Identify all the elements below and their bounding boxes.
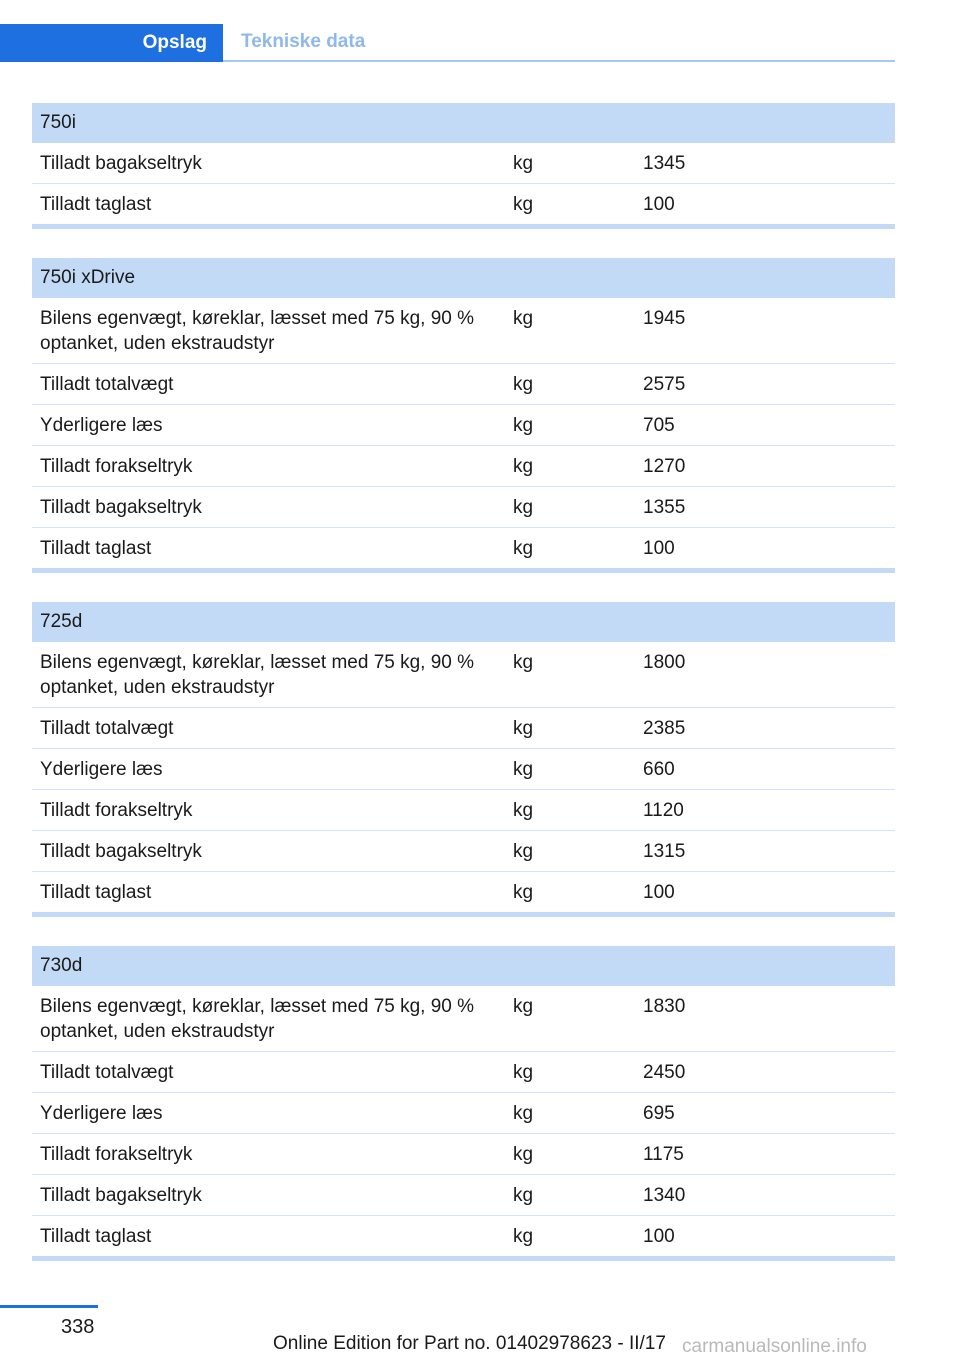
spec-section — [32, 258, 895, 573]
section-title: 750i xDrive — [32, 258, 895, 298]
table-row — [32, 872, 895, 917]
watermark-text: carmanualsonline.info — [682, 1336, 867, 1357]
table-row — [32, 986, 895, 1052]
edition-text: Online Edition for Part no. 01402978623 - II/17 — [273, 1333, 666, 1354]
tab-opslag-label: Opslag — [142, 32, 207, 53]
row-value: 1800 — [643, 652, 686, 673]
spec-section — [32, 602, 895, 917]
row-value: 100 — [643, 538, 675, 559]
row-unit: kg — [513, 153, 534, 174]
row-unit: kg — [513, 996, 534, 1017]
row-unit: kg — [513, 415, 534, 436]
row-unit: kg — [513, 456, 534, 477]
table-row — [32, 831, 895, 872]
row-label: Tilladt taglast — [40, 1226, 152, 1247]
row-unit: kg — [513, 1185, 534, 1206]
row-label: Tilladt bagakseltryk — [40, 841, 202, 862]
row-label: Tilladt bagakseltryk — [40, 1185, 202, 1206]
page-header — [0, 24, 895, 62]
row-label: Tilladt taglast — [40, 882, 152, 903]
row-unit: kg — [513, 1226, 534, 1247]
row-value: 1830 — [643, 996, 686, 1017]
table-row — [32, 1216, 895, 1261]
row-label: Tilladt bagakseltryk — [40, 153, 202, 174]
row-label: Bilens egenvægt, køreklar, læsset med 75 kg, 90 % optanket, uden ekstraudstyr — [40, 308, 475, 354]
row-unit: kg — [513, 374, 534, 395]
row-label: Tilladt taglast — [40, 194, 152, 215]
row-value: 100 — [643, 882, 675, 903]
table-row — [32, 1175, 895, 1216]
row-label: Tilladt totalvægt — [40, 718, 174, 739]
section-title: 750i — [32, 103, 895, 143]
table-row — [32, 487, 895, 528]
section-title: 730d — [32, 946, 895, 986]
row-unit: kg — [513, 308, 534, 329]
tab-opslag[interactable] — [0, 24, 223, 62]
table-row — [32, 528, 895, 573]
row-value: 695 — [643, 1103, 675, 1124]
table-row — [32, 405, 895, 446]
footer-divider — [0, 1305, 98, 1308]
row-label: Tilladt forakseltryk — [40, 456, 193, 477]
row-unit: kg — [513, 759, 534, 780]
table-row — [32, 1052, 895, 1093]
row-label: Tilladt bagakseltryk — [40, 497, 202, 518]
table-row — [32, 1093, 895, 1134]
page-number: 338 — [61, 1316, 95, 1338]
row-label: Bilens egenvægt, køreklar, læsset med 75 kg, 90 % optanket, uden ekstraudstyr — [40, 996, 475, 1042]
header-divider — [223, 60, 895, 62]
row-unit: kg — [513, 718, 534, 739]
row-value: 1120 — [643, 800, 684, 821]
table-row — [32, 1134, 895, 1175]
row-value: 2385 — [643, 718, 686, 739]
table-row — [32, 364, 895, 405]
table-row — [32, 143, 895, 184]
table-row — [32, 708, 895, 749]
row-value: 2450 — [643, 1062, 686, 1083]
row-label: Bilens egenvægt, køreklar, læsset med 75 kg, 90 % optanket, uden ekstraudstyr — [40, 652, 475, 698]
row-label: Tilladt taglast — [40, 538, 152, 559]
table-row — [32, 790, 895, 831]
row-unit: kg — [513, 538, 534, 559]
table-row — [32, 446, 895, 487]
table-row — [32, 749, 895, 790]
tab-tekniske-data[interactable] — [241, 24, 365, 60]
spec-section — [32, 946, 895, 1261]
row-label: Tilladt totalvægt — [40, 1062, 174, 1083]
row-value: 1270 — [643, 456, 686, 477]
row-unit: kg — [513, 882, 534, 903]
row-label: Tilladt totalvægt — [40, 374, 174, 395]
row-value: 1175 — [643, 1144, 684, 1165]
row-value: 705 — [643, 415, 675, 436]
row-label: Tilladt forakseltryk — [40, 800, 193, 821]
row-value: 100 — [643, 194, 675, 215]
row-unit: kg — [513, 194, 534, 215]
row-unit: kg — [513, 800, 534, 821]
spec-section — [32, 103, 895, 229]
spec-tables — [32, 103, 895, 1290]
row-unit: kg — [513, 1062, 534, 1083]
table-row — [32, 298, 895, 364]
row-label: Tilladt forakseltryk — [40, 1144, 193, 1165]
row-label: Yderligere læs — [40, 415, 163, 436]
row-value: 1345 — [643, 153, 686, 174]
row-value: 1945 — [643, 308, 686, 329]
row-unit: kg — [513, 497, 534, 518]
row-value: 1355 — [643, 497, 686, 518]
tab-tekniske-data-label: Tekniske data — [241, 31, 366, 52]
row-value: 2575 — [643, 374, 686, 395]
row-value: 1315 — [643, 841, 686, 862]
table-row — [32, 184, 895, 229]
row-label: Yderligere læs — [40, 759, 163, 780]
section-title: 725d — [32, 602, 895, 642]
row-value: 100 — [643, 1226, 675, 1247]
row-unit: kg — [513, 1144, 534, 1165]
row-unit: kg — [513, 1103, 534, 1124]
row-unit: kg — [513, 841, 534, 862]
table-row — [32, 642, 895, 708]
row-unit: kg — [513, 652, 534, 673]
row-label: Yderligere læs — [40, 1103, 163, 1124]
row-value: 1340 — [643, 1185, 686, 1206]
row-value: 660 — [643, 759, 675, 780]
